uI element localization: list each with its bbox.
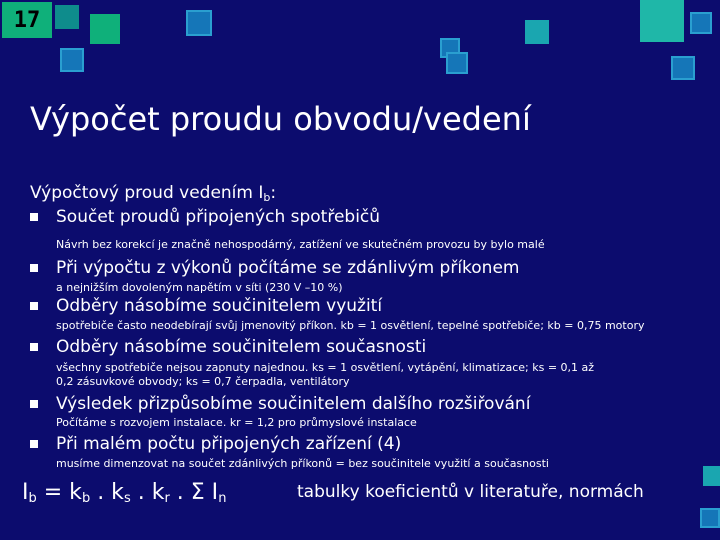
- decor-square: [446, 52, 468, 74]
- formula-eq: = k: [36, 480, 82, 505]
- bullet-note-line: 0,2 zásuvkové obvody; ks = 0,7 čerpadla, ventilátory: [56, 375, 350, 388]
- bullet-square-icon: [30, 343, 38, 351]
- bullet-item: [30, 207, 380, 227]
- bullet-note: spotřebiče často neodebírají svůj jmenovitý příkon. kb = 1 osvětlení, tepelné spotřebiče; kb = 0,75 motory: [56, 319, 645, 332]
- bullet-square-icon: [30, 302, 38, 310]
- formula-sub-kr: r: [164, 491, 170, 506]
- bullet-note: Návrh bez korekcí je značně nehospodárný, zatížení ve skutečném provozu by bylo malé: [56, 238, 545, 251]
- decor-square: [640, 0, 684, 42]
- bullet-text: Součet proudů připojených spotřebičů: [56, 207, 381, 227]
- decor-square: [703, 466, 720, 486]
- formula-sub-b: b: [28, 491, 37, 506]
- slide-title: Výpočet proudu obvodu/vedení: [30, 100, 531, 138]
- bullet-item: [30, 258, 519, 278]
- bullet-text: Výsledek přizpůsobíme součinitelem dalšího rozšiřování: [56, 394, 531, 414]
- bullet-text: Při malém počtu připojených zařízení (4): [56, 434, 402, 454]
- decor-square: [525, 20, 549, 44]
- decor-square: [671, 56, 695, 80]
- decor-square: [690, 12, 712, 34]
- formula-dot2: . k: [130, 480, 165, 505]
- intro-subscript: b: [263, 191, 271, 204]
- formula-sub-kb: b: [81, 491, 91, 506]
- bullet-note: Počítáme s rozvojem instalace. kr = 1,2 pro průmyslové instalace: [56, 416, 417, 429]
- decor-square: [700, 508, 720, 528]
- formula-i: I: [22, 480, 29, 505]
- intro-prefix: Výpočtový proud vedením I: [30, 183, 264, 203]
- bullet-note-line: všechny spotřebiče nejsou zapnuty najednou. ks = 1 osvětlení, vytápění, klimatizace; ks = 0,1 až: [56, 361, 595, 374]
- bullet-item: [30, 296, 382, 316]
- bullet-text: Odběry násobíme součinitelem využití: [56, 296, 383, 316]
- bullet-square-icon: [30, 440, 38, 448]
- intro-line: [30, 183, 276, 204]
- bullet-item: [30, 337, 426, 357]
- bullet-item: [30, 434, 401, 454]
- bullet-item: [30, 394, 530, 414]
- slide-number: 17: [2, 2, 52, 38]
- bullet-text: Odběry násobíme součinitelem současnosti: [56, 337, 427, 357]
- formula-sub-ks: s: [123, 491, 131, 506]
- formula-sum: . Σ I: [169, 480, 219, 505]
- bullet-note: musíme dimenzovat na součet zdánlivých příkonů = bez součinitele využití a současnosti: [56, 457, 549, 470]
- decor-square: [55, 5, 79, 29]
- bullet-square-icon: [30, 264, 38, 272]
- decor-square: [90, 14, 120, 44]
- decor-square: [186, 10, 212, 36]
- intro-suffix: :: [270, 183, 277, 203]
- formula-sub-n: n: [218, 491, 227, 506]
- formula-dot1: . k: [90, 480, 124, 505]
- reference-note: tabulky koeficientů v literatuře, normách: [297, 482, 644, 502]
- bullet-square-icon: [30, 213, 38, 221]
- bullet-text: Při výpočtu z výkonů počítáme se zdánlivým příkonem: [56, 258, 520, 278]
- bullet-note: a nejnižším dovoleným napětím v síti (230 V –10 %): [56, 281, 343, 294]
- bullet-square-icon: [30, 400, 38, 408]
- formula: [22, 480, 226, 506]
- decor-square: [60, 48, 84, 72]
